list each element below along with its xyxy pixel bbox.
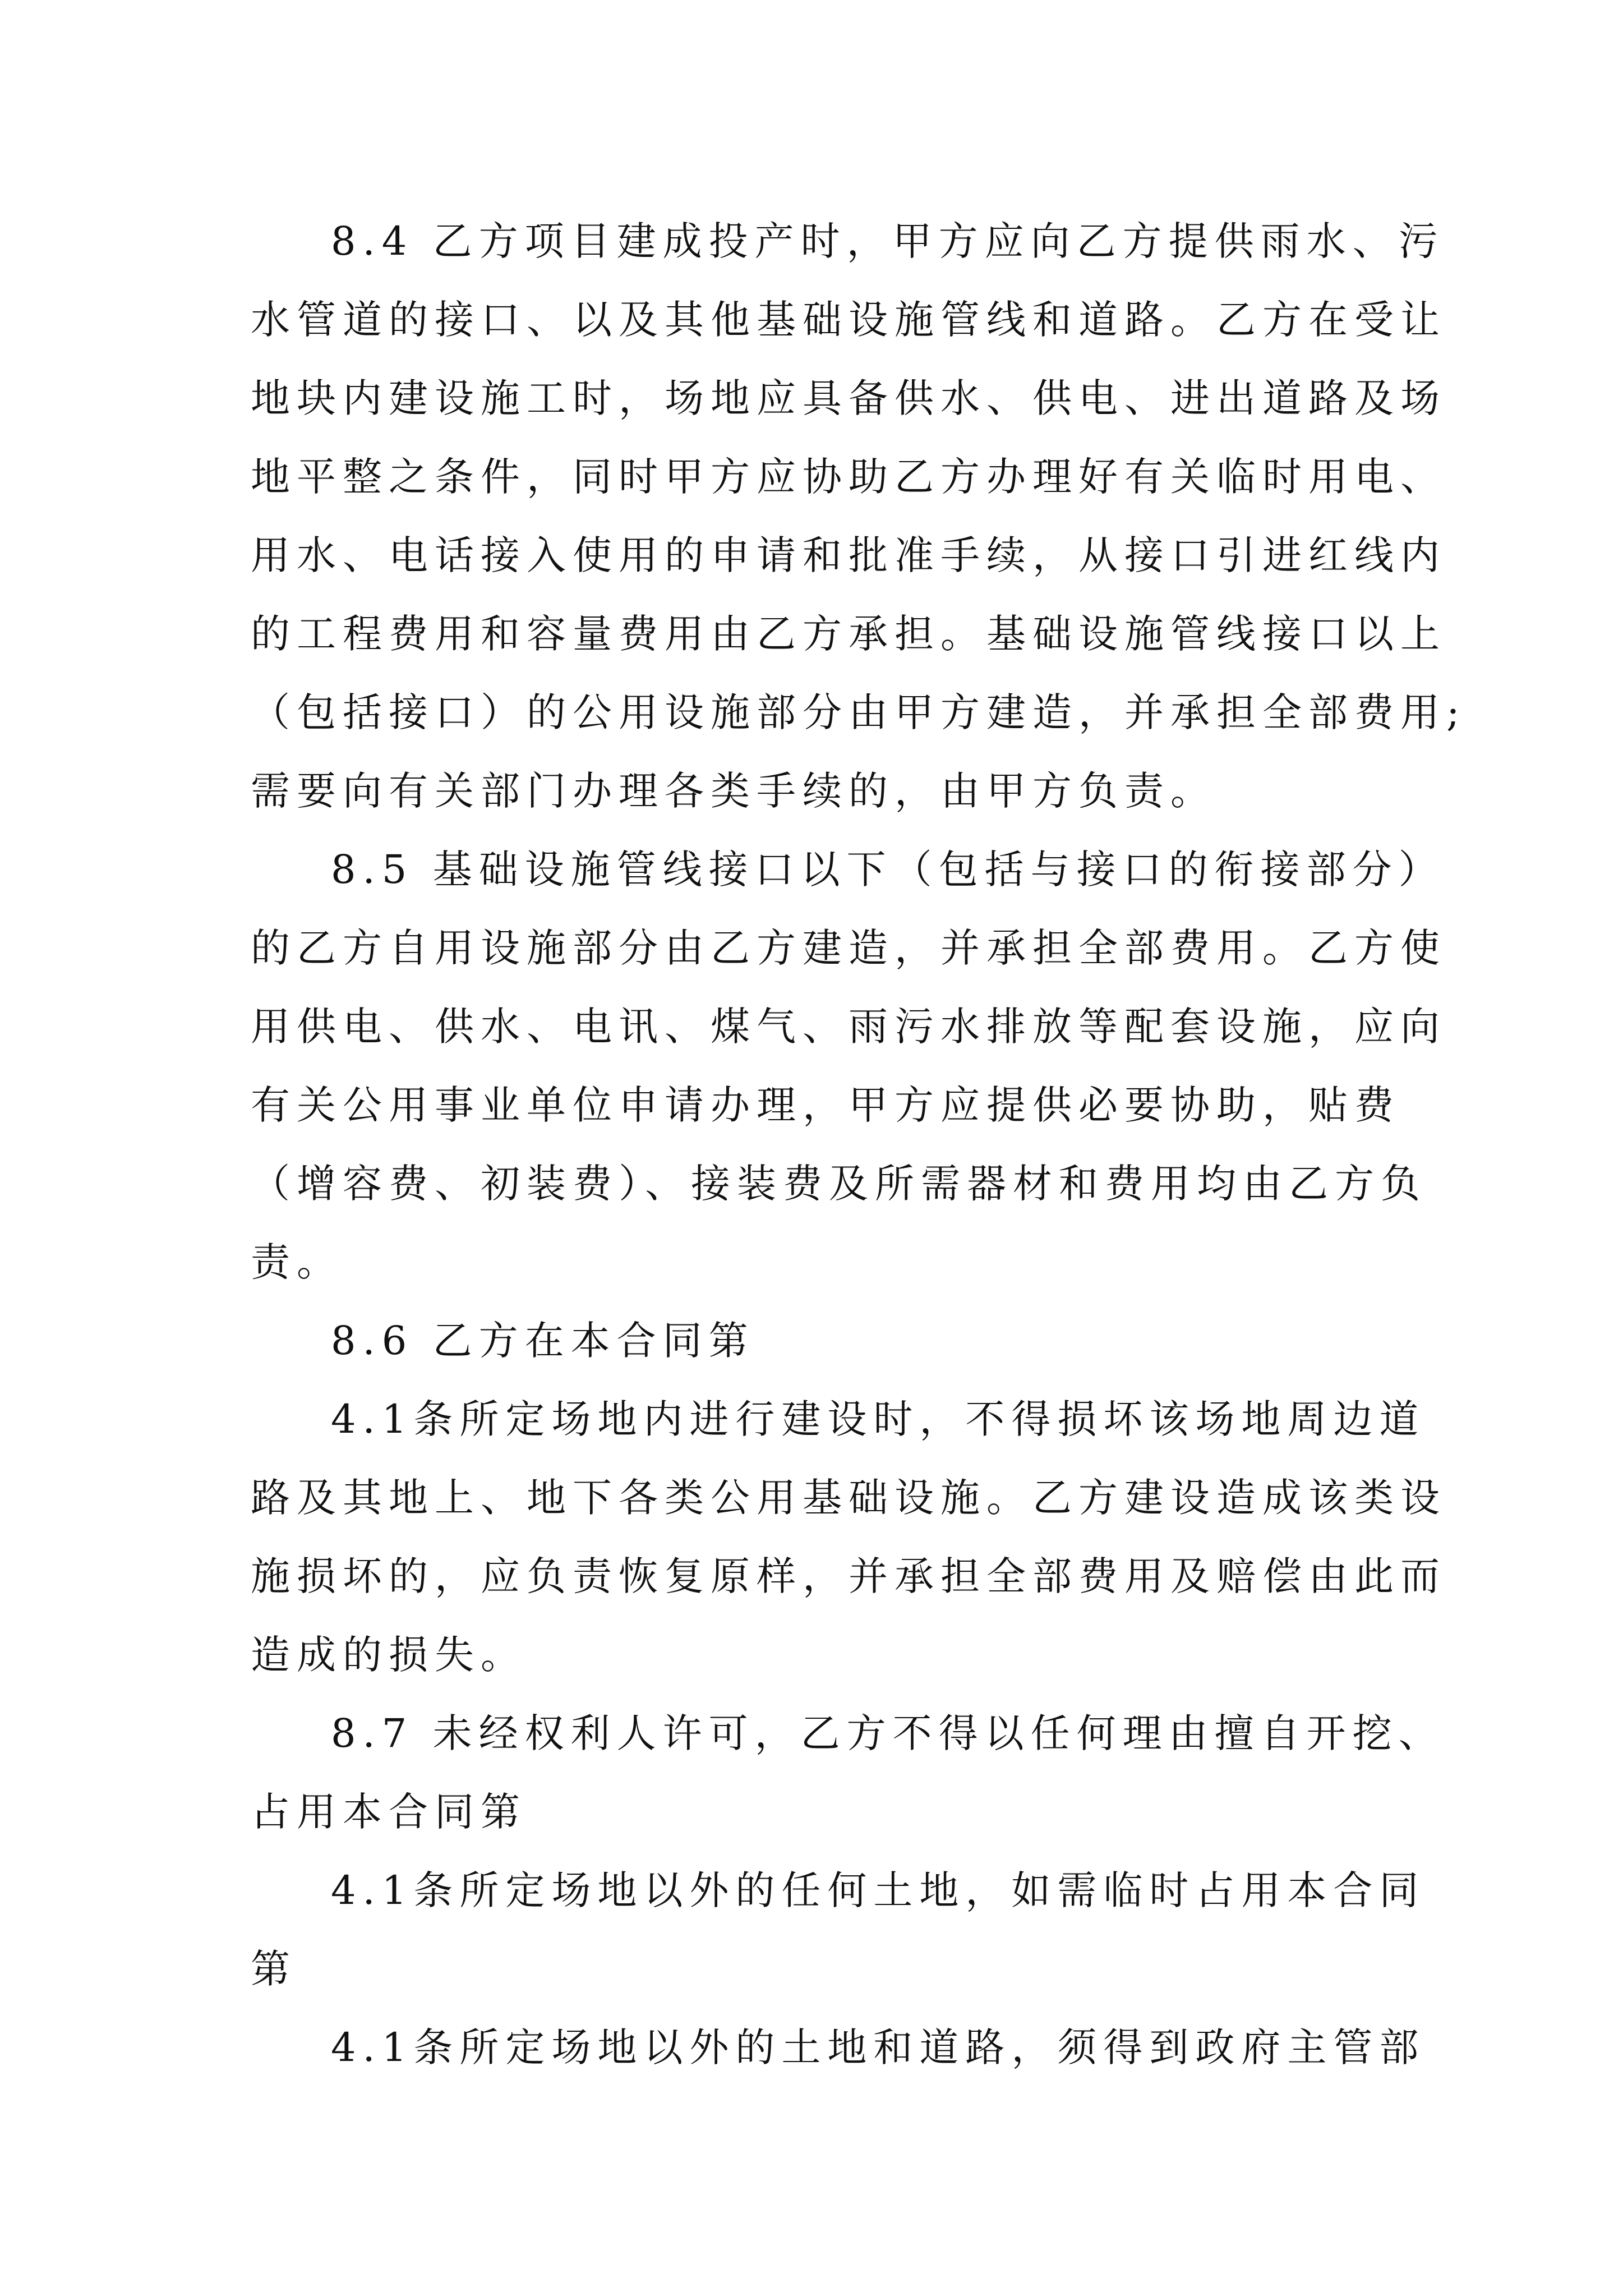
- paragraph-8-4-line-4: 地平整之条件，同时甲方应协助乙方办理好有关临时用电、: [251, 454, 1446, 500]
- paragraph-8-4-line-1: 8.4 乙方项目建成投产时，甲方应向乙方提供雨水、污: [331, 218, 1445, 264]
- paragraph-8-5-line-4: 有关公用事业单位申请办理，甲方应提供必要协助，贴费: [251, 1082, 1400, 1128]
- paragraph-8-4-line-7: （包括接口）的公用设施部分由甲方建造，并承担全部费用;: [251, 689, 1467, 735]
- paragraph-8-7-line-5: 4.1条所定场地以外的土地和道路，须得到政府主管部: [331, 2024, 1426, 2070]
- paragraph-8-4-line-5: 用水、电话接入使用的申请和批准手续，从接口引进红线内: [251, 532, 1446, 578]
- paragraph-8-5-line-2: 的乙方自用设施部分由乙方建造，并承担全部费用。乙方使: [251, 925, 1446, 971]
- paragraph-8-5-line-1: 8.5 基础设施管线接口以下（包括与接口的衔接部分）: [331, 846, 1445, 892]
- paragraph-8-7-line-3: 4.1条所定场地以外的任何土地，如需临时占用本合同: [331, 1867, 1426, 1913]
- paragraph-8-7-line-2: 占用本合同第: [251, 1789, 527, 1835]
- paragraph-8-6-line-2: 4.1条所定场地内进行建设时，不得损坏该场地周边道: [331, 1396, 1426, 1442]
- paragraph-8-7-line-4: 第: [251, 1946, 297, 1992]
- paragraph-8-7-line-1: 8.7 未经权利人许可，乙方不得以任何理由擅自开挖、: [331, 1710, 1445, 1756]
- paragraph-8-5-line-3: 用供电、供水、电讯、煤气、雨污水排放等配套设施，应向: [251, 1004, 1446, 1050]
- paragraph-8-4-line-8: 需要向有关部门办理各类手续的，由甲方负责。: [251, 768, 1216, 814]
- paragraph-8-4-line-6: 的工程费用和容量费用由乙方承担。基础设施管线接口以上: [251, 611, 1446, 657]
- paragraph-8-5-line-5: （增容费、初装费）、接装费及所需器材和费用均由乙方负: [251, 1161, 1427, 1207]
- paragraph-8-6-line-1: 8.6 乙方在本合同第: [331, 1318, 755, 1364]
- paragraph-8-6-line-4: 施损坏的，应负责恢复原样，并承担全部费用及赔偿由此而: [251, 1553, 1446, 1599]
- paragraph-8-6-line-5: 造成的损失。: [251, 1632, 527, 1678]
- paragraph-8-4-line-3: 地块内建设施工时，场地应具备供水、供电、进出道路及场: [251, 375, 1446, 421]
- paragraph-8-6-line-3: 路及其地上、地下各类公用基础设施。乙方建设造成该类设: [251, 1475, 1446, 1521]
- paragraph-8-5-line-6: 责。: [251, 1239, 343, 1285]
- paragraph-8-4-line-2: 水管道的接口、以及其他基础设施管线和道路。乙方在受让: [251, 297, 1446, 343]
